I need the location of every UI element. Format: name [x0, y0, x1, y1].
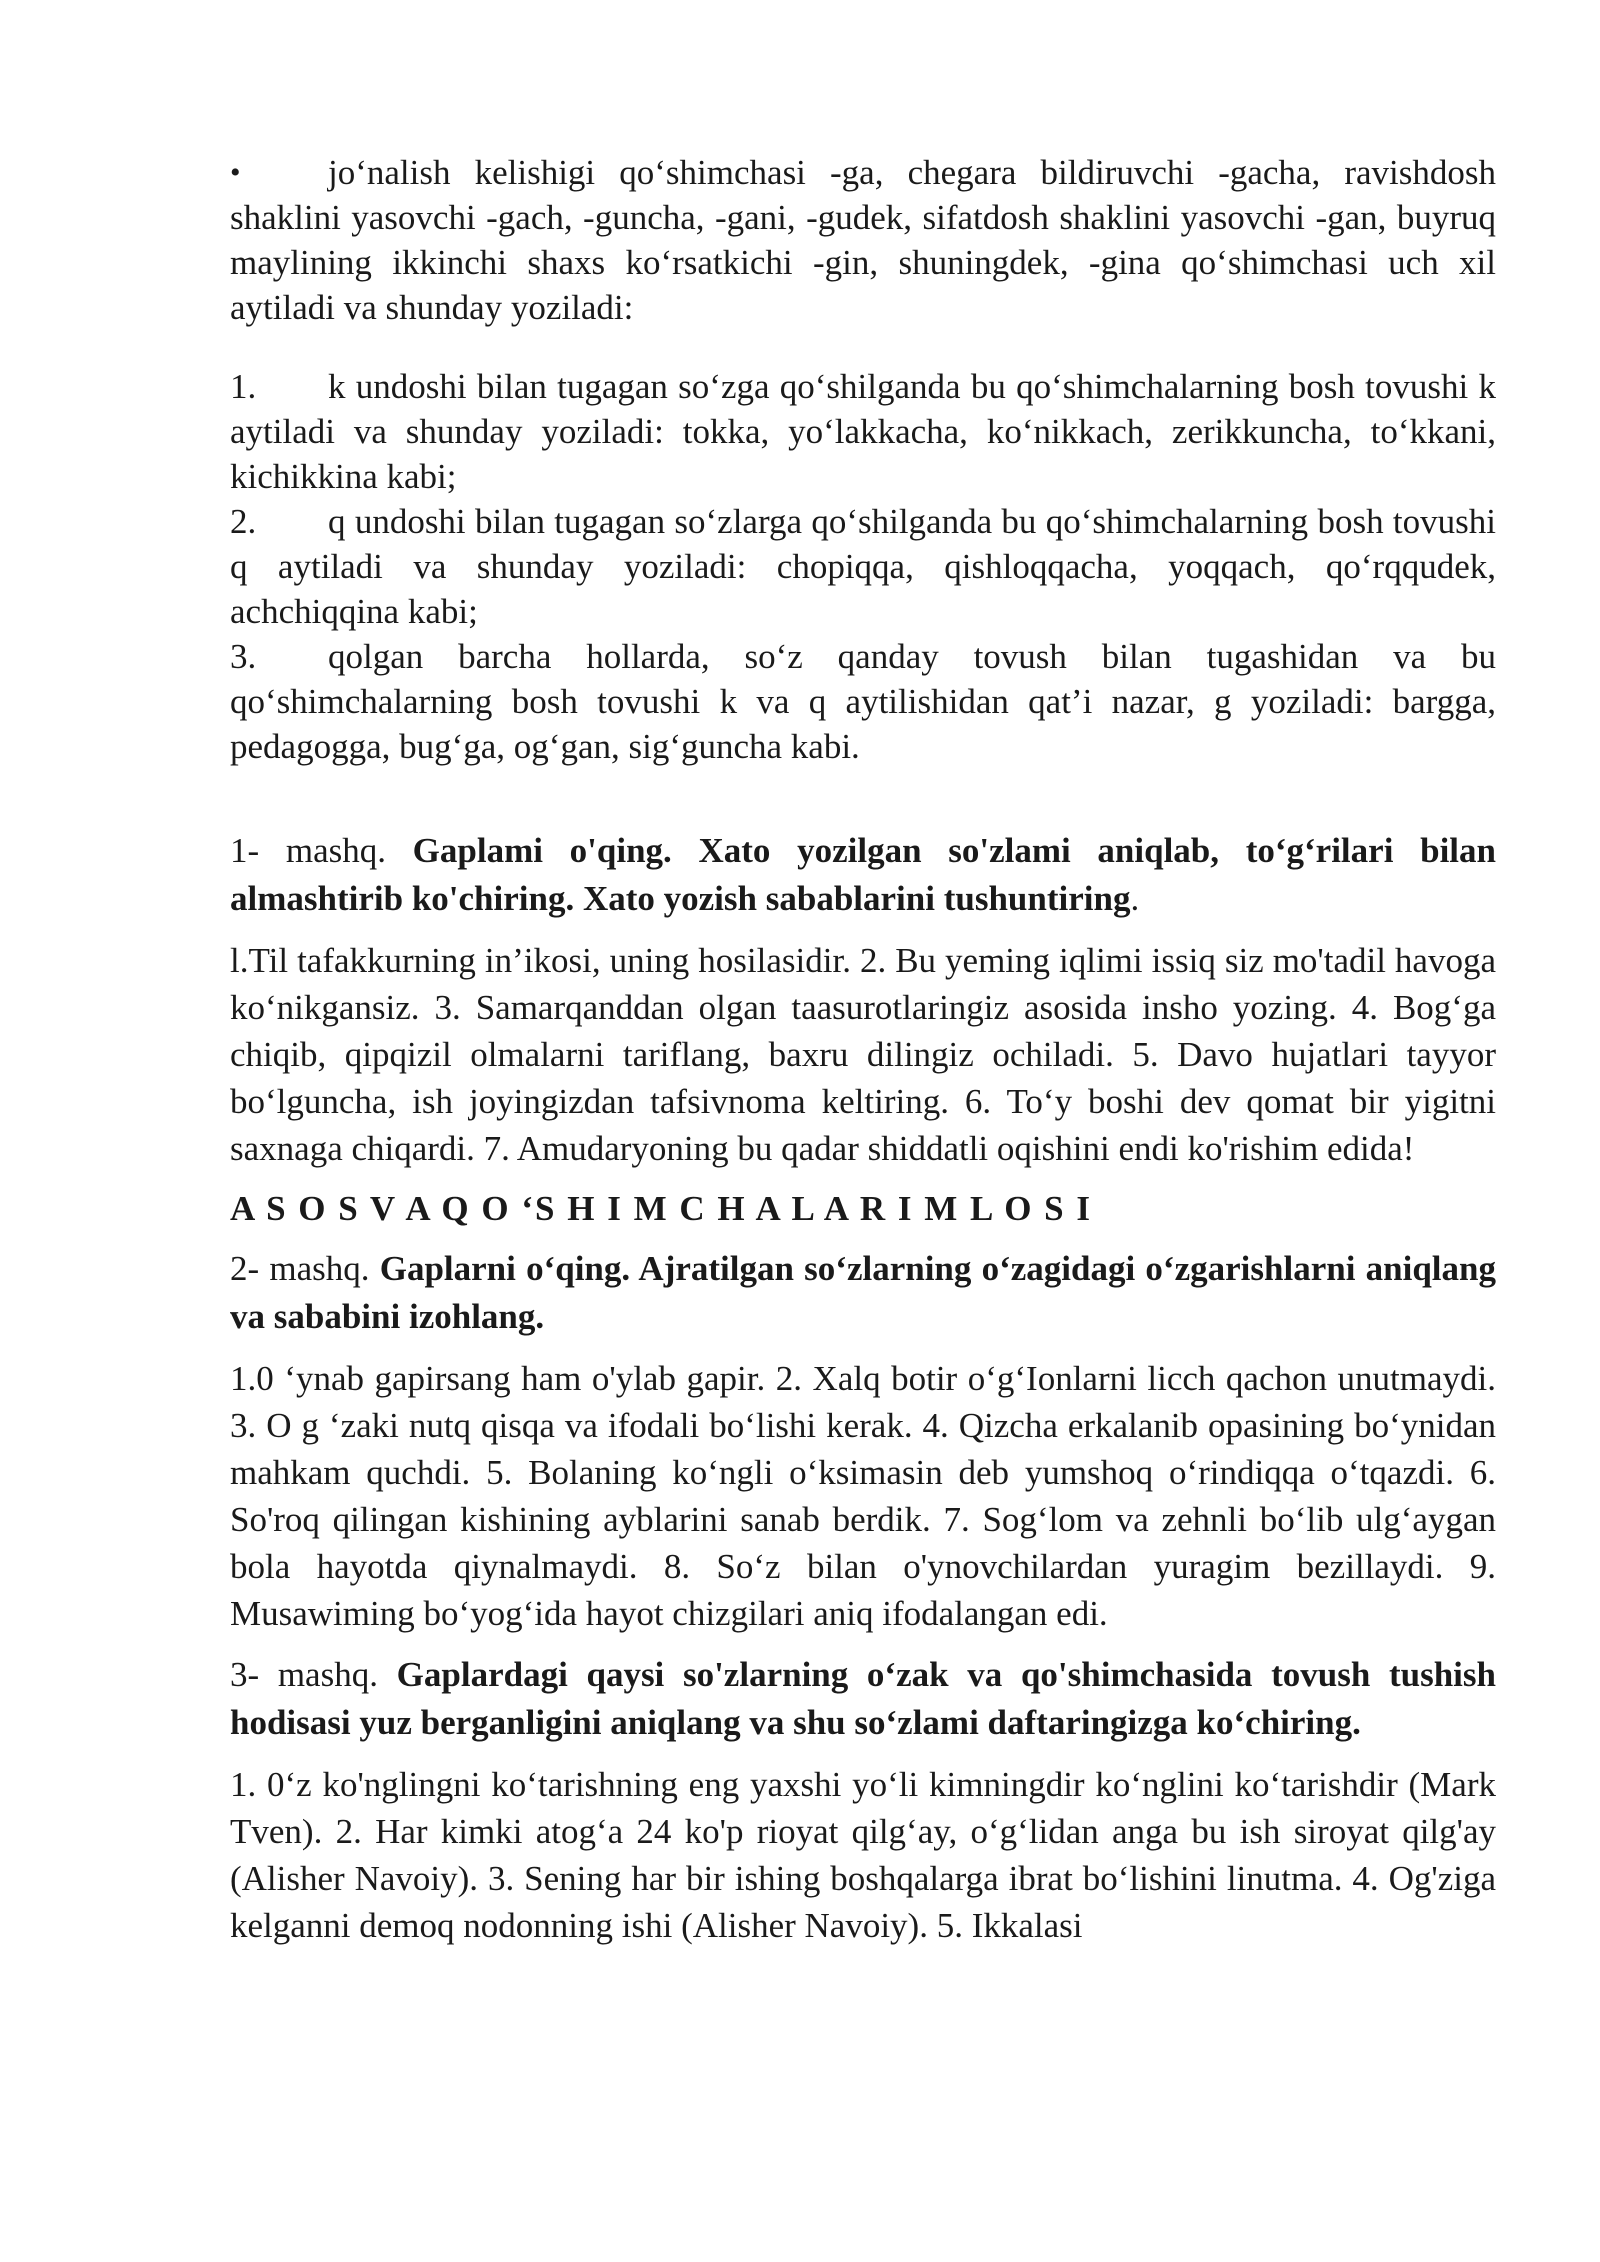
- exercise-3-label: 3- mashq.: [230, 1655, 397, 1694]
- exercise-1-task: Gaplami o'qing. Xato yozilgan so'zlami aniqlab, to‘g‘rilari bilan almashtirib ko'chiring. Xato yozish sabablarini tushuntiring: [230, 831, 1496, 918]
- rule-number: 2.: [230, 502, 257, 541]
- exercise-1-task-end: .: [1130, 879, 1140, 918]
- exercise-2-label: 2- mashq.: [230, 1249, 380, 1288]
- rule-item: [230, 499, 1496, 634]
- exercise-3-text: 1. 0‘z ko'nglingni ko‘tarishning eng yaxshi yo‘li kimningdir ko‘nglini ko‘tarishdir (Mark Tven). 2. Har kimki atog‘a 24 ko'p rioyat qilg‘ay, o‘g‘lidan anga bu ish siroyat qilg'ay (Alisher Navoiy). 3. Sening har bir ishing boshqalarga ibrat bo‘lishini linutma. 4. Og'ziga kelganni demoq nodonning ishi (Alisher Navoiy). 5. Ikkalasi: [230, 1765, 1496, 1945]
- bullet-text: jo‘nalish kelishigi qo‘shimchasi -ga, chegara bildiruvchi -gacha, ravishdosh shaklini yasovchi -gach, -guncha, -gani, -gudek, sifatdosh shaklini yasovchi -gan, buyruq maylining ikkinchi shaxs ko‘rsatkichi -gin, shuningdek, -gina qo‘shimchasi uch xil aytiladi va shunday yoziladi:: [230, 153, 1496, 327]
- rule-text: qolgan barcha hollarda, so‘z qanday tovush bilan tugashidan va bu qo‘shimchalarning bosh tovushi k va q aytilishidan qat’i nazar, g yoziladi: bargga, pedagogga, bug‘ga, og‘gan, sig‘guncha kabi.: [230, 637, 1496, 766]
- rule-number: 3.: [230, 637, 257, 676]
- rule-text: k undoshi bilan tugagan so‘zga qo‘shilganda bu qo‘shimchalarning bosh tovushi k aytiladi va shunday yoziladi: tokka, yo‘lakkacha, ko‘nikkach, zerikkuncha, to‘kkani, kichikkina kabi;: [230, 367, 1496, 496]
- bullet-icon: •: [230, 156, 241, 189]
- exercise-1-heading: [230, 827, 1496, 923]
- exercise-2-text: 1.0 ‘ynab gapirsang ham o'ylab gapir. 2. Xalq botir o‘g‘Ionlarni licch qachon unutmaydi. 3. O g ‘zaki nutq qisqa va ifodali bo‘lishi kerak. 4. Qizcha erkalanib opasining bo‘ynidan mahkam quchdi. 5. Bolaning ko‘ngli o‘ksimasin deb yumshoq o‘rindiqqa o‘tqazdi. 6. So'roq qilingan kishining ayblarini sanab berdik. 7. Sog‘lom va zehnli bo‘lib ulg‘aygan bola hayotda qiynalmaydi. 8. So‘z bilan o'ynovchilardan yuragim bezillaydi. 9. Musawiming bo‘yog‘ida hayot chizgilari aniq ifodalangan edi.: [230, 1359, 1496, 1633]
- exercise-3-task: Gaplardagi qaysi so'zlarning o‘zak va qo'shimchasida tovush tushish hodisasi yuz berganligini aniqlang va shu so‘zlami daftaringizga ko‘chiring.: [230, 1655, 1496, 1742]
- bullet-paragraph: [230, 150, 1496, 330]
- exercise-2-task: Gaplarni o‘qing. Ajratilgan so‘zlarning o‘zagidagi o‘zgarishlarni aniqlang va sababini izohlang.: [230, 1249, 1496, 1336]
- rule-item: [230, 364, 1496, 499]
- document-page: [230, 150, 1496, 1949]
- rule-item: [230, 634, 1496, 769]
- rule-text: q undoshi bilan tugagan so‘zlarga qo‘shilganda bu qo‘shimchalarning bosh tovushi q aytiladi va shunday yoziladi: chopiqqa, qishloqqacha, yoqqach, qo‘rqqudek, achchiqqina kabi;: [230, 502, 1496, 631]
- rule-number: 1.: [230, 367, 257, 406]
- exercise-1-label: 1- mashq.: [230, 831, 413, 870]
- section-heading: A S O S V A Q O ‘S H I M C H A L A R I M L O S I: [230, 1189, 1093, 1228]
- exercise-1-text: l.Til tafakkurning in’ikosi, uning hosilasidir. 2. Bu yeming iqlimi issiq siz mo'tadil havoga ko‘nikgansiz. 3. Samarqanddan olgan taasurotlaringiz asosida insho yozing. 4. Bog‘ga chiqib, qipqizil olmalarni tariflang, baxru dilingiz ochiladi. 5. Davo hujatlari tayyor bo‘lguncha, ish joyingizdan tafsivnoma keltiring. 6. To‘y boshi dev qomat bir yigitni saxnaga chiqardi. 7. Amudaryoning bu qadar shiddatli oqishini endi ko'rishim edida!: [230, 941, 1496, 1168]
- exercise-3-heading: [230, 1651, 1496, 1747]
- exercise-2-heading: [230, 1245, 1496, 1341]
